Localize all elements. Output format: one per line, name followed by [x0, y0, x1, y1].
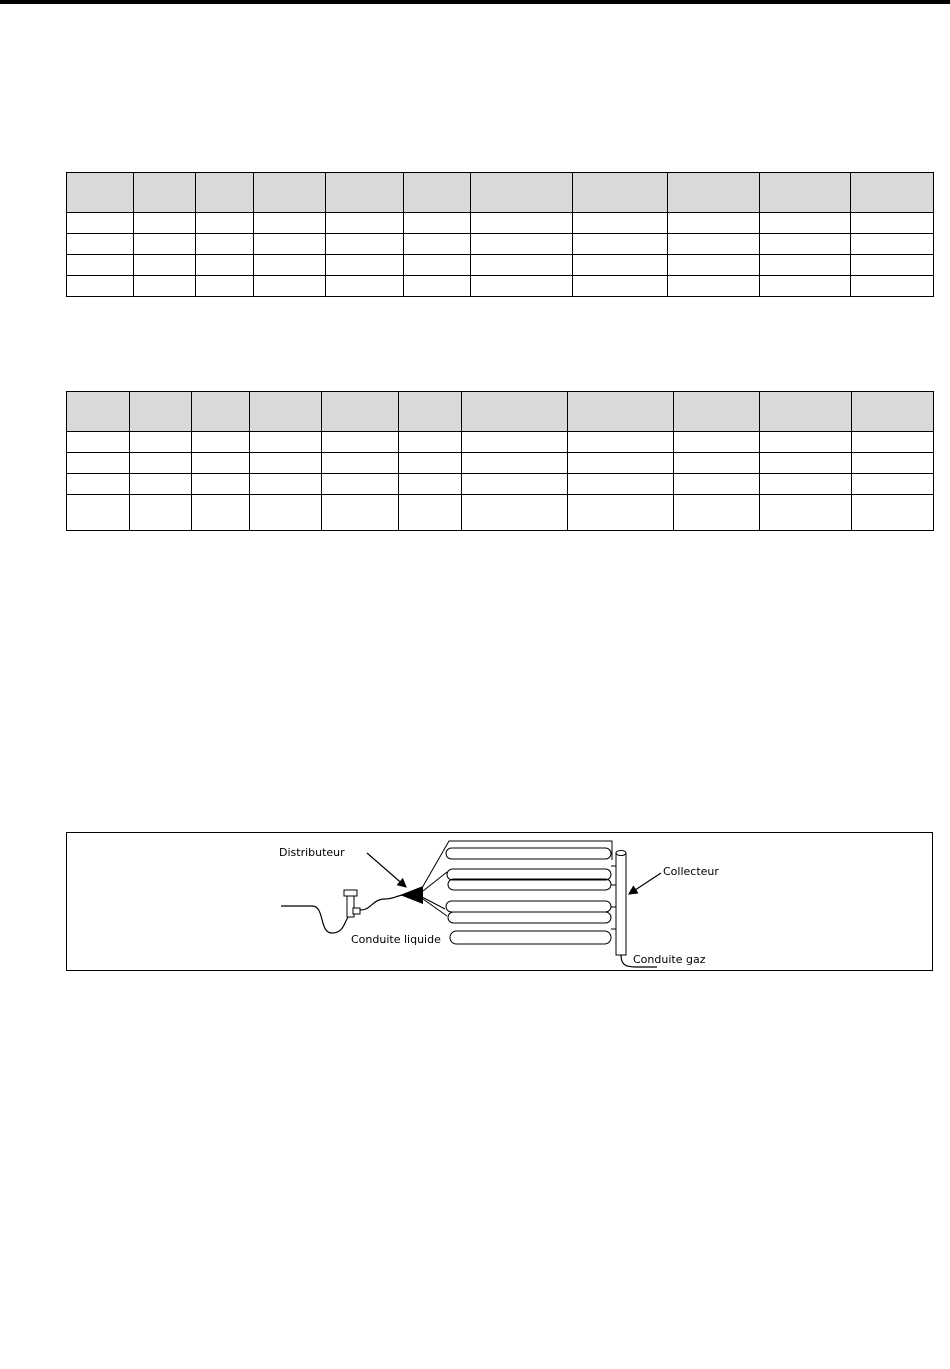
table-header-row: [67, 173, 934, 213]
page-top-rule: [0, 0, 950, 4]
distributor-arrow: [367, 853, 406, 887]
header-cell: [851, 173, 934, 213]
header-cell: [760, 392, 852, 432]
header-cell: [130, 392, 192, 432]
table-header-row: [67, 392, 934, 432]
liquid-line-label: Conduite liquide: [351, 933, 441, 946]
header-cell: [674, 392, 760, 432]
collector-arrow: [629, 873, 661, 894]
header-cell: [322, 392, 399, 432]
header-cell: [573, 173, 668, 213]
table-row: [67, 432, 934, 453]
table-row: [67, 276, 934, 297]
gas-line-label: Conduite gaz: [633, 953, 706, 966]
header-cell: [250, 392, 322, 432]
header-cell: [471, 173, 573, 213]
header-cell: [67, 173, 134, 213]
header-cell: [326, 173, 404, 213]
header-cell: [404, 173, 471, 213]
valve-to-distributor-line: [360, 895, 404, 910]
evaporator-figure: [66, 832, 933, 971]
header-cell: [192, 392, 250, 432]
table-row: [67, 495, 934, 531]
evaporator-diagram: [67, 833, 932, 970]
table-row: [67, 474, 934, 495]
header-cell: [134, 173, 196, 213]
table-row: [67, 255, 934, 276]
expansion-valve-icon: [344, 890, 360, 917]
collector-pipe: [611, 851, 626, 956]
header-cell: [760, 173, 851, 213]
collector-label: Collecteur: [663, 865, 719, 878]
header-cell: [568, 392, 674, 432]
distributor-icon: [400, 886, 423, 904]
table-row: [67, 234, 934, 255]
header-cell: [399, 392, 462, 432]
liquid-line-pipe: [281, 906, 352, 933]
header-cell: [254, 173, 326, 213]
table-row: [67, 453, 934, 474]
data-table-1: [66, 172, 934, 297]
header-cell: [67, 392, 130, 432]
header-cell: [462, 392, 568, 432]
data-table-2: [66, 391, 934, 531]
header-cell: [668, 173, 760, 213]
coil-tubes: [446, 841, 612, 944]
table-row: [67, 213, 934, 234]
distributor-label: Distributeur: [279, 846, 345, 859]
header-cell: [852, 392, 934, 432]
header-cell: [196, 173, 254, 213]
